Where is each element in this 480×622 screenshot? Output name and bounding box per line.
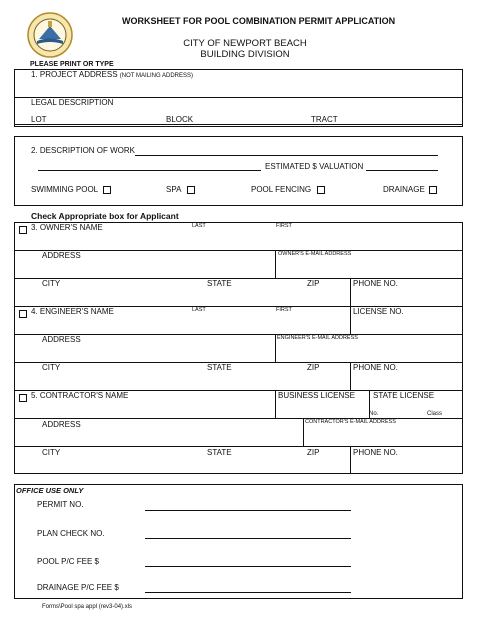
pool-fencing-label: POOL FENCING: [251, 185, 312, 194]
owner-zip-label: ZIP: [307, 279, 320, 288]
pool-fencing-checkbox[interactable]: [317, 186, 325, 194]
description-line-2[interactable]: [38, 170, 261, 171]
plan-check-line[interactable]: [145, 538, 351, 539]
valuation-label: ESTIMATED $ VALUATION: [265, 162, 364, 171]
swimming-pool-label: SWIMMING POOL: [31, 185, 99, 194]
plan-check-label: PLAN CHECK NO.: [37, 529, 105, 538]
owner-name-label: 3. OWNER'S NAME: [31, 223, 103, 232]
contractor-name-label: 5. CONTRACTOR'S NAME: [31, 391, 129, 400]
pool-fee-label: POOL P/C FEE $: [37, 557, 99, 566]
legal-description-label: LEGAL DESCRIPTION: [31, 98, 114, 107]
engineer-checkbox[interactable]: [19, 310, 27, 318]
state-license-no-label: No.: [369, 411, 379, 417]
pool-fee-line[interactable]: [145, 566, 351, 567]
contractor-address-label: ADDRESS: [42, 420, 81, 429]
office-use-heading: OFFICE USE ONLY: [16, 486, 84, 495]
description-of-work-label: 2. DESCRIPTION OF WORK: [31, 146, 136, 155]
applicant-section: [14, 222, 463, 474]
contractor-zip-label: ZIP: [307, 448, 320, 457]
drainage-fee-line[interactable]: [145, 592, 351, 593]
permit-no-line[interactable]: [145, 510, 351, 511]
engineer-phone-label: PHONE NO.: [353, 363, 398, 372]
contractor-city-label: CITY: [42, 448, 61, 457]
contractor-phone-label: PHONE NO.: [353, 448, 398, 457]
city-name: CITY OF NEWPORT BEACH: [183, 38, 307, 49]
division-name: BUILDING DIVISION: [200, 49, 290, 60]
drainage-label: DRAINAGE: [383, 185, 425, 194]
engineer-email-label: ENGINEER'S E-MAIL ADDRESS: [277, 335, 358, 341]
engineer-name-label: 4. ENGINEER'S NAME: [31, 307, 114, 316]
owner-state-label: STATE: [207, 279, 232, 288]
engineer-zip-label: ZIP: [307, 363, 320, 372]
owner-email-label: OWNER'S E-MAIL ADDRESS: [278, 251, 352, 257]
engineer-last-label: LAST: [192, 307, 206, 313]
state-license-class-label: Class: [427, 411, 443, 417]
engineer-first-label: FIRST: [276, 307, 292, 313]
lot-label: LOT: [31, 115, 47, 124]
owner-city-label: CITY: [42, 279, 61, 288]
drainage-fee-label: DRAINAGE P/C FEE $: [37, 583, 119, 592]
swimming-pool-checkbox[interactable]: [103, 186, 111, 194]
spa-label: SPA: [166, 185, 182, 194]
engineer-city-label: CITY: [42, 363, 61, 372]
contractor-checkbox[interactable]: [19, 394, 27, 402]
engineer-license-label: LICENSE NO.: [353, 307, 404, 316]
owner-phone-label: PHONE NO.: [353, 279, 398, 288]
valuation-line[interactable]: [366, 170, 438, 171]
description-line[interactable]: [135, 155, 438, 156]
owner-first-label: FIRST: [276, 223, 292, 229]
applicant-heading: Check Appropriate box for Applicant: [31, 211, 179, 221]
contractor-email-label: CONTRACTOR'S E-MAIL ADDRESS: [305, 419, 396, 425]
spa-checkbox[interactable]: [187, 186, 195, 194]
print-note: PLEASE PRINT OR TYPE: [30, 61, 114, 68]
drainage-checkbox[interactable]: [429, 186, 437, 194]
owner-last-label: LAST: [192, 223, 206, 229]
city-seal-logo: [27, 12, 73, 58]
state-license-label: STATE LICENSE: [373, 391, 435, 400]
engineer-state-label: STATE: [207, 363, 232, 372]
owner-address-label: ADDRESS: [42, 251, 81, 260]
business-license-label: BUSINESS LICENSE: [278, 391, 355, 400]
block-label: BLOCK: [166, 115, 194, 124]
contractor-state-label: STATE: [207, 448, 232, 457]
owner-checkbox[interactable]: [19, 226, 27, 234]
form-title: WORKSHEET FOR POOL COMBINATION PERMIT APPLICATION: [122, 16, 396, 26]
permit-no-label: PERMIT NO.: [37, 500, 84, 509]
tract-label: TRACT: [311, 115, 338, 124]
project-address-label: 1. PROJECT ADDRESS (NOT MAILING ADDRESS): [31, 70, 194, 79]
engineer-address-label: ADDRESS: [42, 335, 81, 344]
footer-filename: Forms\Pool spa appl (rev3-04).xls: [42, 604, 133, 610]
